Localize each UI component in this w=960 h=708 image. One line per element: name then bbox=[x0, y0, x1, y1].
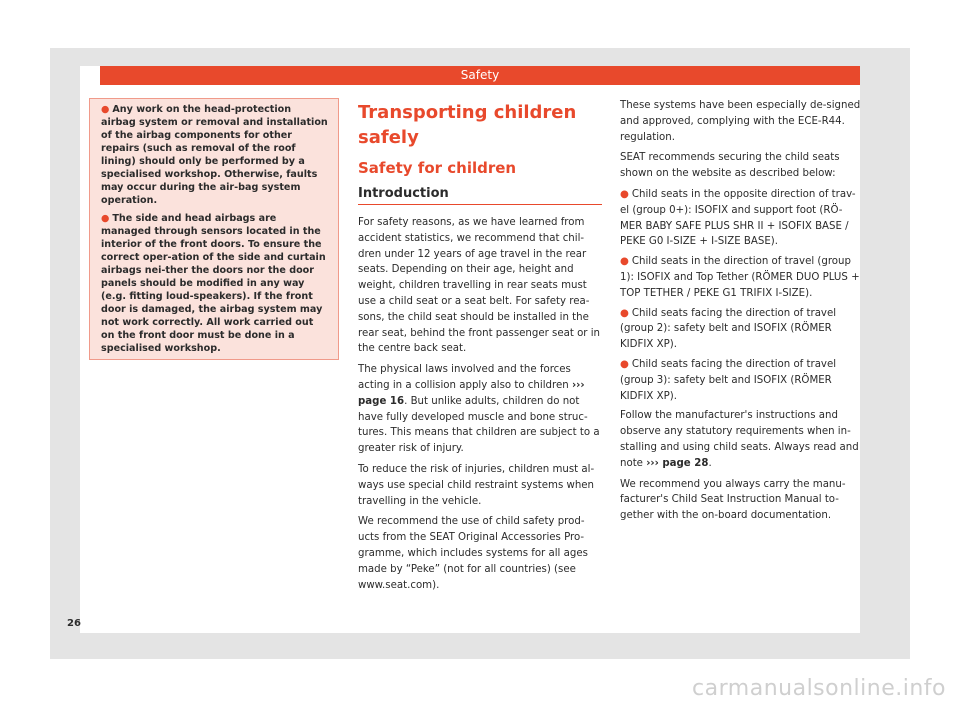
warning-item-1: ● Any work on the head-protection airbag system or removal and installation of the airbag components for other repairs (such as removal of the roof lining) should only be performed by a specialised workshop. Otherwise, faults may occur during the air-bag system operation. bbox=[101, 104, 328, 206]
right-column bbox=[620, 98, 862, 529]
bullet-icon: ● bbox=[101, 213, 110, 224]
warning-box bbox=[89, 98, 339, 360]
main-title: Transporting children safely bbox=[358, 102, 577, 148]
paragraph-2: The physical laws involved and the forces acting in a collision apply also to children ››› page 16. But unlike adults, children do not have fully developed muscle and bone struc-tures. This means that children are subject to a greater risk of injury. bbox=[358, 364, 600, 455]
watermark: carmanualsonline.info bbox=[692, 676, 946, 701]
page-ref-link[interactable]: ››› page 16 bbox=[358, 379, 585, 407]
list-item: ● Child seats in the opposite direction of trav-el (group 0+): ISOFIX and support foot (RÖ-MER BABY SAFE PLUS SHR II + ISOFIX BASE / PEKE G0 I-SIZE + I-SIZE BASE). bbox=[620, 188, 856, 248]
paragraph-7: Follow the manufacturer's instructions and observe any statutory requirements when in-stalling and using child seats. Always read and note ››› page 28. bbox=[620, 410, 859, 469]
paragraph-4: We recommend the use of child safety prod-ucts from the SEAT Original Accessories Pro-gramme, which includes systems for all ages made by “Peke” (not for all countries) (see www.seat.com). bbox=[358, 516, 588, 591]
bullet-icon: ● bbox=[620, 256, 629, 268]
page-ref-link[interactable]: ››› page 28 bbox=[646, 457, 709, 469]
bullet-icon: ● bbox=[620, 358, 629, 370]
paragraph-3: To reduce the risk of injuries, children must al-ways use special child restraint systems when travelling in the vehicle. bbox=[358, 463, 595, 507]
bullet-icon: ● bbox=[101, 104, 110, 115]
bullet-icon: ● bbox=[620, 188, 629, 200]
list-item: ● Child seats facing the direction of travel (group 2): safety belt and ISOFIX (RÖMER KIDFIX XP). bbox=[620, 307, 837, 351]
section-header: Safety bbox=[100, 66, 860, 85]
list-item: ● Child seats in the direction of travel (group 1): ISOFIX and Top Tether (RÖMER DUO PLUS + TOP TETHER / PEKE G1 TRIFIX I-SIZE). bbox=[620, 256, 860, 299]
paragraph-5: These systems have been especially de-signed and approved, complying with the ECE-R44. regulation. bbox=[620, 100, 861, 143]
paragraph-6: SEAT recommends securing the child seats shown on the website as described below: bbox=[620, 152, 840, 180]
paragraph-1: For safety reasons, as we have learned from accident statistics, we recommend that chil-dren under 12 years of age travel in the rear seats. Depending on their age, height and weight, children travelling in rear seats must use a child seat or a seat belt. For safety rea-sons, the child seat should be installed in the rear seat, behind the front passenger seat or in the centre back seat. bbox=[358, 217, 601, 355]
middle-column bbox=[358, 98, 602, 598]
page-number: 26 bbox=[67, 618, 81, 629]
list-item: ● Child seats facing the direction of travel (group 3): safety belt and ISOFIX (RÖMER KIDFIX XP). bbox=[620, 358, 837, 402]
bullet-icon: ● bbox=[620, 307, 629, 319]
warning-item-2: ● The side and head airbags are managed through sensors located in the interior of the front doors. To ensure the correct oper-ation of the side and curtain airbags nei-ther the doors nor the door panels should be modified in any way (e.g. fitting loud-speakers). If the front door is damaged, the airbag system may not work correctly. All work carried out on the front door must be done in a specialised workshop. bbox=[101, 213, 326, 354]
subtitle: Safety for children bbox=[358, 159, 517, 177]
section-heading: Introduction bbox=[358, 186, 602, 205]
paragraph-8: We recommend you always carry the manu-facturer's Child Seat Instruction Manual to-gether with the on-board documentation. bbox=[620, 478, 846, 522]
